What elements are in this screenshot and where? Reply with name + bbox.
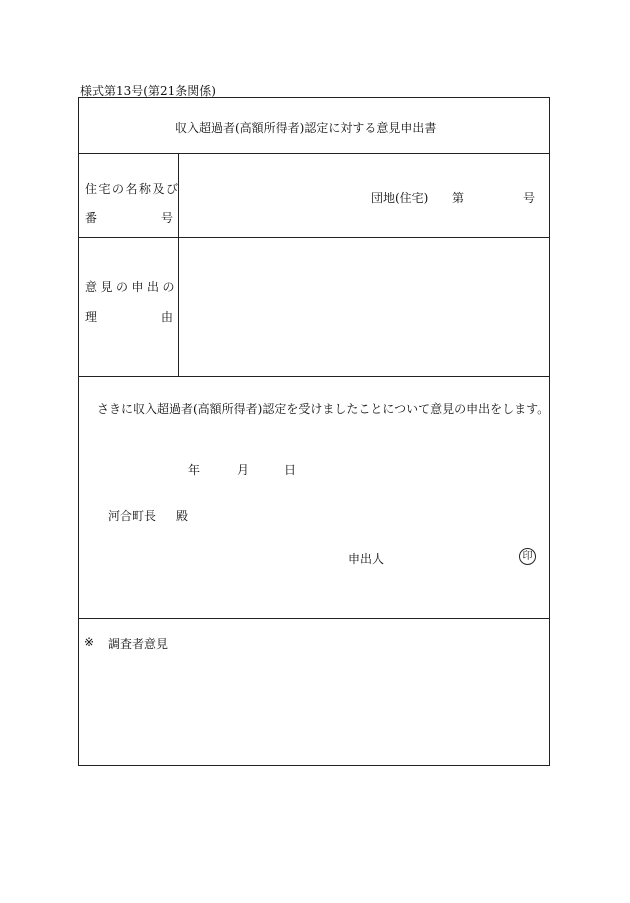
reason-label-line1: 意見の申出の [85,280,179,294]
form-title: 収入超過者(高額所得者)認定に対する意見申出書 [175,121,437,135]
date-day: 日 [284,463,297,477]
date-month: 月 [237,463,250,477]
housing-label-line1: 住宅の名称及び [85,182,180,196]
examiner-label: 調査者意見 [108,637,169,651]
addressee: 河合町長 [108,509,157,523]
divider-title [78,153,550,154]
divider-reason [78,376,550,377]
seal-icon: 印 [519,548,536,565]
housing-value-mid: 第 [452,191,465,205]
housing-value-prefix: 団地(住宅) [371,191,429,205]
date-year: 年 [188,463,201,477]
examiner-mark: ※ [84,635,95,649]
divider-housing [78,237,550,238]
form-caption: 様式第13号(第21条関係) [80,84,216,98]
applicant-label: 申出人 [348,552,385,566]
reason-label-line2-start: 理 [85,310,98,324]
divider-declaration [78,618,550,619]
reason-label-line2-end: 由 [161,310,174,324]
housing-value-suffix: 号 [523,191,536,205]
declaration-statement: さきに収入超過者(高額所得者)認定を受けましたことについて意見の申出をします。 [97,402,550,416]
housing-label-line2-start: 番 [85,211,98,225]
form-frame [78,97,550,766]
addressee-honorific: 殿 [176,509,189,523]
housing-label-line2-end: 号 [161,211,174,225]
